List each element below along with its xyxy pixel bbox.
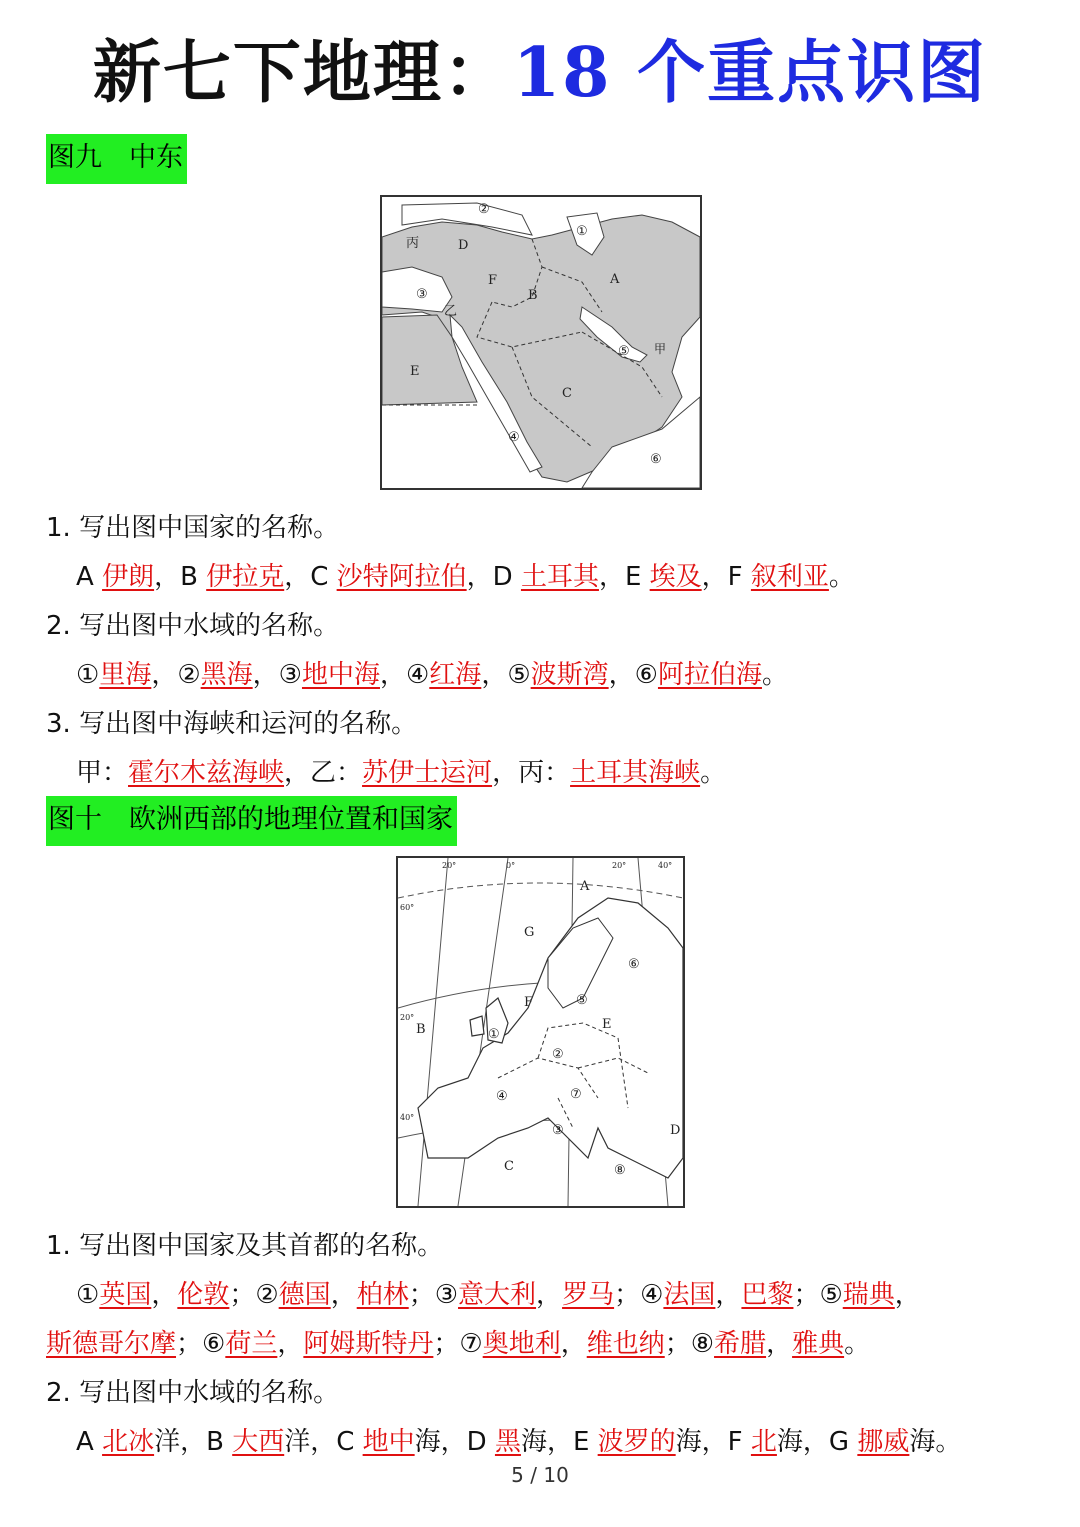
text: 海，E — [520, 1427, 598, 1457]
text: ， — [715, 1280, 742, 1310]
map9-label-A: A — [610, 272, 620, 287]
s10-q1-answer-line2 — [46, 1324, 870, 1364]
text: ，F — [701, 562, 751, 592]
answer-country-3: 意大利 — [458, 1280, 537, 1310]
answer-C: 沙特阿拉伯 — [336, 562, 467, 592]
map10-label-4: ④ — [496, 1089, 508, 1104]
answer-capital-5: 斯德哥尔摩 — [46, 1329, 177, 1359]
text: ，② — [151, 660, 201, 690]
answer-D: 土耳其 — [520, 562, 599, 592]
s9-q3-answer — [76, 753, 726, 793]
answer-3: 地中海 — [301, 660, 380, 690]
map10-label-C: C — [504, 1159, 514, 1174]
s9-q2-answer — [76, 655, 788, 695]
s9-q1-question: 1. 写出图中国家的名称。 — [46, 513, 340, 543]
text: ， — [560, 1329, 587, 1359]
text: 洋，B — [154, 1427, 233, 1457]
text: 海，F — [675, 1427, 751, 1457]
map9-label-jia: 甲 — [654, 342, 667, 356]
answer-country-6: 荷兰 — [225, 1329, 278, 1359]
page-number: 5 / 10 — [511, 1463, 569, 1487]
title-part1: 新七下地理： — [92, 33, 513, 113]
map9-label-yi: 乙 — [444, 304, 458, 319]
map10-label-A: A — [580, 879, 590, 894]
map10-label-1: ① — [488, 1027, 500, 1042]
answer-country-8: 希腊 — [714, 1329, 767, 1359]
answer-F: 北 — [750, 1427, 777, 1457]
answer-5: 波斯湾 — [530, 660, 609, 690]
map9-label-1: ① — [576, 224, 588, 239]
map9-label-C: C — [562, 386, 572, 401]
answer-capital-4: 巴黎 — [741, 1280, 794, 1310]
title-part2: 18 个重点识图 — [512, 33, 988, 113]
text: ， — [766, 1329, 793, 1359]
map10-deg-20w: 20° — [442, 861, 457, 870]
answer-6: 阿拉伯海 — [657, 660, 762, 690]
answer-E: 埃及 — [649, 562, 702, 592]
map9-label-F: F — [488, 273, 498, 288]
map9-label-4: ④ — [508, 430, 520, 445]
text: ；⑦ — [433, 1329, 483, 1359]
section9-heading: 图九 中东 — [46, 134, 187, 184]
answer-bing: 土耳其海峡 — [570, 758, 701, 788]
answer-2: 黑海 — [200, 660, 253, 690]
text: ；⑤ — [793, 1280, 843, 1310]
answer-A: 北冰 — [102, 1427, 155, 1457]
answer-1: 里海 — [99, 660, 152, 690]
text: ， — [151, 1280, 178, 1310]
page-title — [0, 28, 1080, 118]
answer-country-2: 德国 — [278, 1280, 331, 1310]
answer-capital-7: 维也纳 — [586, 1329, 665, 1359]
answer-capital-6: 阿姆斯特丹 — [303, 1329, 434, 1359]
s10-q1-answer-line1 — [76, 1275, 921, 1315]
text: ；④ — [614, 1280, 664, 1310]
answer-4: 红海 — [429, 660, 482, 690]
text: ① — [76, 1280, 100, 1310]
map9-label-E: E — [410, 364, 420, 379]
text: ，C — [284, 562, 337, 592]
map10-label-D: D — [670, 1123, 681, 1138]
text: ， — [277, 1329, 304, 1359]
map9-label-bing: 丙 — [406, 236, 420, 251]
map10-label-F: F — [524, 995, 534, 1010]
europe-map — [396, 856, 685, 1208]
answer-D: 黑 — [494, 1427, 521, 1457]
map10-label-6: ⑥ — [628, 957, 640, 972]
map9-label-3: ③ — [416, 287, 428, 302]
answer-capital-3: 罗马 — [562, 1280, 615, 1310]
text: 洋，C — [284, 1427, 363, 1457]
answer-capital-1: 伦敦 — [177, 1280, 230, 1310]
text: ， — [330, 1280, 357, 1310]
answer-capital-8: 雅典 — [792, 1329, 845, 1359]
answer-B: 伊拉克 — [206, 562, 285, 592]
answer-yi: 苏伊士运河 — [362, 758, 493, 788]
europe-map-svg — [398, 858, 683, 1206]
s9-q3-question: 3. 写出图中海峡和运河的名称。 — [46, 709, 418, 739]
text: ，丙： — [492, 758, 571, 788]
text: ，④ — [379, 660, 430, 690]
map10-label-B: B — [416, 1022, 426, 1037]
answer-country-1: 英国 — [99, 1280, 152, 1310]
map10-label-G: G — [524, 925, 535, 940]
map10-label-3: ③ — [552, 1123, 564, 1138]
text: ， — [894, 1280, 921, 1310]
text: ，⑥ — [608, 660, 658, 690]
answer-C: 地中 — [362, 1427, 415, 1457]
answer-E: 波罗的 — [597, 1427, 676, 1457]
map9-label-B: B — [528, 288, 538, 303]
text: 海。 — [909, 1427, 962, 1457]
text: ；② — [229, 1280, 279, 1310]
europe-land — [418, 898, 683, 1178]
text: ，E — [598, 562, 650, 592]
middle-east-map — [380, 195, 702, 490]
answer-A: 伊朗 — [102, 562, 155, 592]
answer-country-5: 瑞典 — [842, 1280, 895, 1310]
map10-label-5: ⑤ — [576, 993, 588, 1008]
map9-label-6: ⑥ — [650, 452, 662, 467]
s9-q1-answer — [76, 557, 855, 597]
map9-label-D: D — [458, 238, 469, 253]
text: 海，D — [414, 1427, 495, 1457]
s10-q1-question: 1. 写出图中国家及其首都的名称。 — [46, 1231, 444, 1261]
map10-label-7: ⑦ — [570, 1087, 582, 1102]
text: ；⑥ — [176, 1329, 226, 1359]
answer-capital-2: 柏林 — [356, 1280, 409, 1310]
map9-label-5: ⑤ — [618, 344, 630, 359]
map10-deg-20e: 20° — [612, 861, 627, 870]
text: ① — [76, 660, 100, 690]
text: 。 — [828, 562, 855, 592]
ireland — [470, 1016, 484, 1036]
section10-heading: 图十 欧洲西部的地理位置和国家 — [46, 796, 457, 846]
answer-F: 叙利亚 — [750, 562, 829, 592]
text: ，③ — [252, 660, 302, 690]
map10-deg-40n: 40° — [400, 1113, 415, 1122]
middle-east-map-svg — [382, 197, 700, 488]
text: A — [76, 1427, 103, 1457]
answer-country-4: 法国 — [663, 1280, 716, 1310]
map10-deg-60n: 60° — [400, 903, 415, 912]
text: ；③ — [408, 1280, 459, 1310]
answer-B: 大西 — [232, 1427, 285, 1457]
map10-deg-20b: 20° — [400, 1013, 415, 1022]
text: ， — [536, 1280, 563, 1310]
answer-jia: 霍尔木兹海峡 — [128, 758, 285, 788]
text: ，乙： — [284, 758, 363, 788]
map10-deg-40e: 40° — [658, 861, 673, 870]
answer-country-7: 奥地利 — [482, 1329, 561, 1359]
s9-q2-question: 2. 写出图中水域的名称。 — [46, 611, 340, 641]
map10-label-E: E — [602, 1017, 612, 1032]
s10-q2-answer — [76, 1422, 961, 1462]
text: A — [76, 562, 103, 592]
text: 。 — [844, 1329, 871, 1359]
text: 。 — [700, 758, 727, 788]
s10-q2-question: 2. 写出图中水域的名称。 — [46, 1378, 340, 1408]
answer-G: 挪威 — [857, 1427, 910, 1457]
text: ；⑧ — [664, 1329, 715, 1359]
text: 。 — [761, 660, 788, 690]
text: ，B — [154, 562, 207, 592]
map9-label-2: ② — [478, 202, 490, 217]
text: ，D — [466, 562, 521, 592]
text: ，⑤ — [481, 660, 531, 690]
text: 甲： — [76, 758, 129, 788]
text: 海，G — [776, 1427, 858, 1457]
map10-label-2: ② — [552, 1047, 564, 1062]
map10-deg-0: 0° — [506, 861, 516, 870]
map10-label-8: ⑧ — [614, 1163, 626, 1178]
